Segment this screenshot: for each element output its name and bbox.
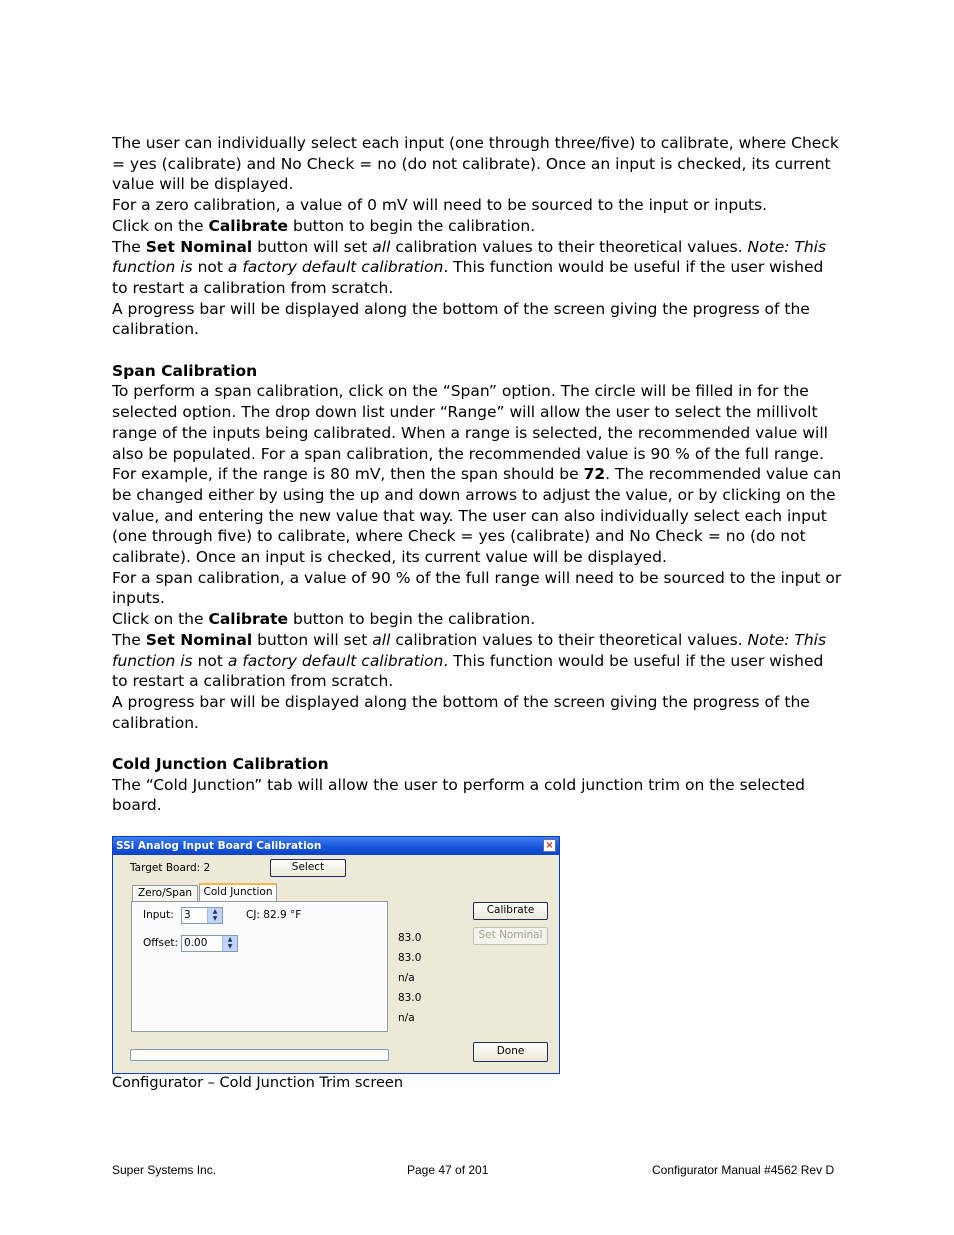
spin-arrows-icon[interactable]: ▲ ▼ bbox=[207, 908, 222, 923]
close-icon[interactable]: × bbox=[543, 839, 556, 852]
progress-bar bbox=[130, 1049, 389, 1061]
span-calibration-heading: Span Calibration bbox=[112, 361, 258, 380]
zero-paragraph-inputs: The user can individually select each input (one through three/five) to calibrate, where Check = yes (calibrate) and No Check = no (do not calibrate). Once an input is checked, its current value will be displayed. bbox=[112, 134, 839, 194]
spin-arrows-icon[interactable]: ▲ ▼ bbox=[222, 936, 237, 951]
list-item: n/a bbox=[398, 972, 415, 984]
list-item: 83.0 bbox=[398, 992, 422, 1004]
span-paragraph-progress: A progress bar will be displayed along the bottom of the screen giving the progress of the calibration. bbox=[112, 692, 810, 732]
input-stepper[interactable] bbox=[181, 907, 223, 924]
zero-paragraph-source: For a zero calibration, a value of 0 mV will need to be sourced to the input or inputs. bbox=[112, 196, 768, 215]
done-button[interactable]: Done bbox=[473, 1042, 548, 1062]
calibration-dialog-screenshot bbox=[112, 836, 560, 1074]
cj-reading: CJ: 82.9 °F bbox=[246, 909, 302, 921]
cold-junction-paragraph: The “Cold Junction” tab will allow the user to perform a cold junction trim on the selected board. bbox=[112, 775, 806, 815]
dialog-title: SSi Analog Input Board Calibration bbox=[116, 840, 322, 852]
offset-value: 0.00 bbox=[184, 937, 208, 949]
zero-paragraph-click: Click on the Calibrate button to begin the calibration. bbox=[112, 216, 536, 235]
value-list bbox=[398, 928, 421, 1028]
list-item: n/a bbox=[398, 1012, 415, 1024]
input-label: Input: bbox=[143, 909, 174, 921]
input-value: 3 bbox=[184, 909, 191, 921]
select-button[interactable]: Select bbox=[270, 859, 346, 877]
footer-company: Super Systems Inc. bbox=[112, 1163, 217, 1177]
offset-label: Offset: bbox=[143, 937, 179, 949]
list-item: 83.0 bbox=[398, 952, 422, 964]
zero-paragraph-set-nominal: The Set Nominal button will set all calibration values to their theoretical values. Note: This function is not a factory default calibration. This function would be useful if the user wished to restart a calibration from scratch. bbox=[112, 237, 827, 297]
list-item: 83.0 bbox=[398, 932, 422, 944]
span-paragraph-source: For a span calibration, a value of 90 % of the full range will need to be sourced to the input or inputs. bbox=[112, 568, 842, 608]
target-board-label: Target Board: 2 bbox=[130, 862, 211, 874]
footer-page-number: Page 47 of 201 bbox=[407, 1163, 489, 1177]
footer-manual: Configurator Manual #4562 Rev D bbox=[652, 1163, 835, 1177]
cold-junction-panel bbox=[131, 901, 388, 1032]
tab-cold-junction[interactable]: Cold Junction bbox=[199, 883, 277, 902]
cold-junction-heading: Cold Junction Calibration bbox=[112, 755, 329, 774]
set-nominal-button[interactable]: Set Nominal bbox=[473, 927, 548, 945]
tab-zero-span[interactable]: Zero/Span bbox=[132, 885, 198, 902]
figure-caption: Configurator – Cold Junction Trim screen bbox=[112, 1075, 404, 1091]
dialog-title-bar bbox=[113, 837, 559, 855]
span-paragraph-click: Click on the Calibrate button to begin the calibration. bbox=[112, 610, 536, 629]
document-body bbox=[112, 133, 842, 816]
span-paragraph-main: To perform a span calibration, click on the “Span” option. The circle will be filled in for the selected option. The drop down list under “Range” will allow the user to select the millivolt range of the inputs being calibrated. When a range is selected, the recommended value will also be populated. For a span calibration, the recommended value is 90 % of the full range. For example, if the range is 80 mV, then the span should be 72. The recommended value can be changed either by using the up and down arrows to adjust the value, or by clicking on the value, and entering the new value that way. The user can also individually select each input (one through five) to calibrate, where Check = yes (calibrate) and No Check = no (do not calibrate). Once an input is checked, its current value will be displayed. bbox=[112, 382, 842, 567]
offset-stepper[interactable] bbox=[181, 935, 238, 952]
zero-paragraph-progress: A progress bar will be displayed along the bottom of the screen giving the progress of the calibration. bbox=[112, 299, 810, 339]
span-paragraph-set-nominal: The Set Nominal button will set all calibration values to their theoretical values. Note: This function is not a factory default calibration. This function would be useful if the user wished to restart a calibration from scratch. bbox=[112, 630, 827, 691]
calibrate-button[interactable]: Calibrate bbox=[473, 902, 548, 920]
